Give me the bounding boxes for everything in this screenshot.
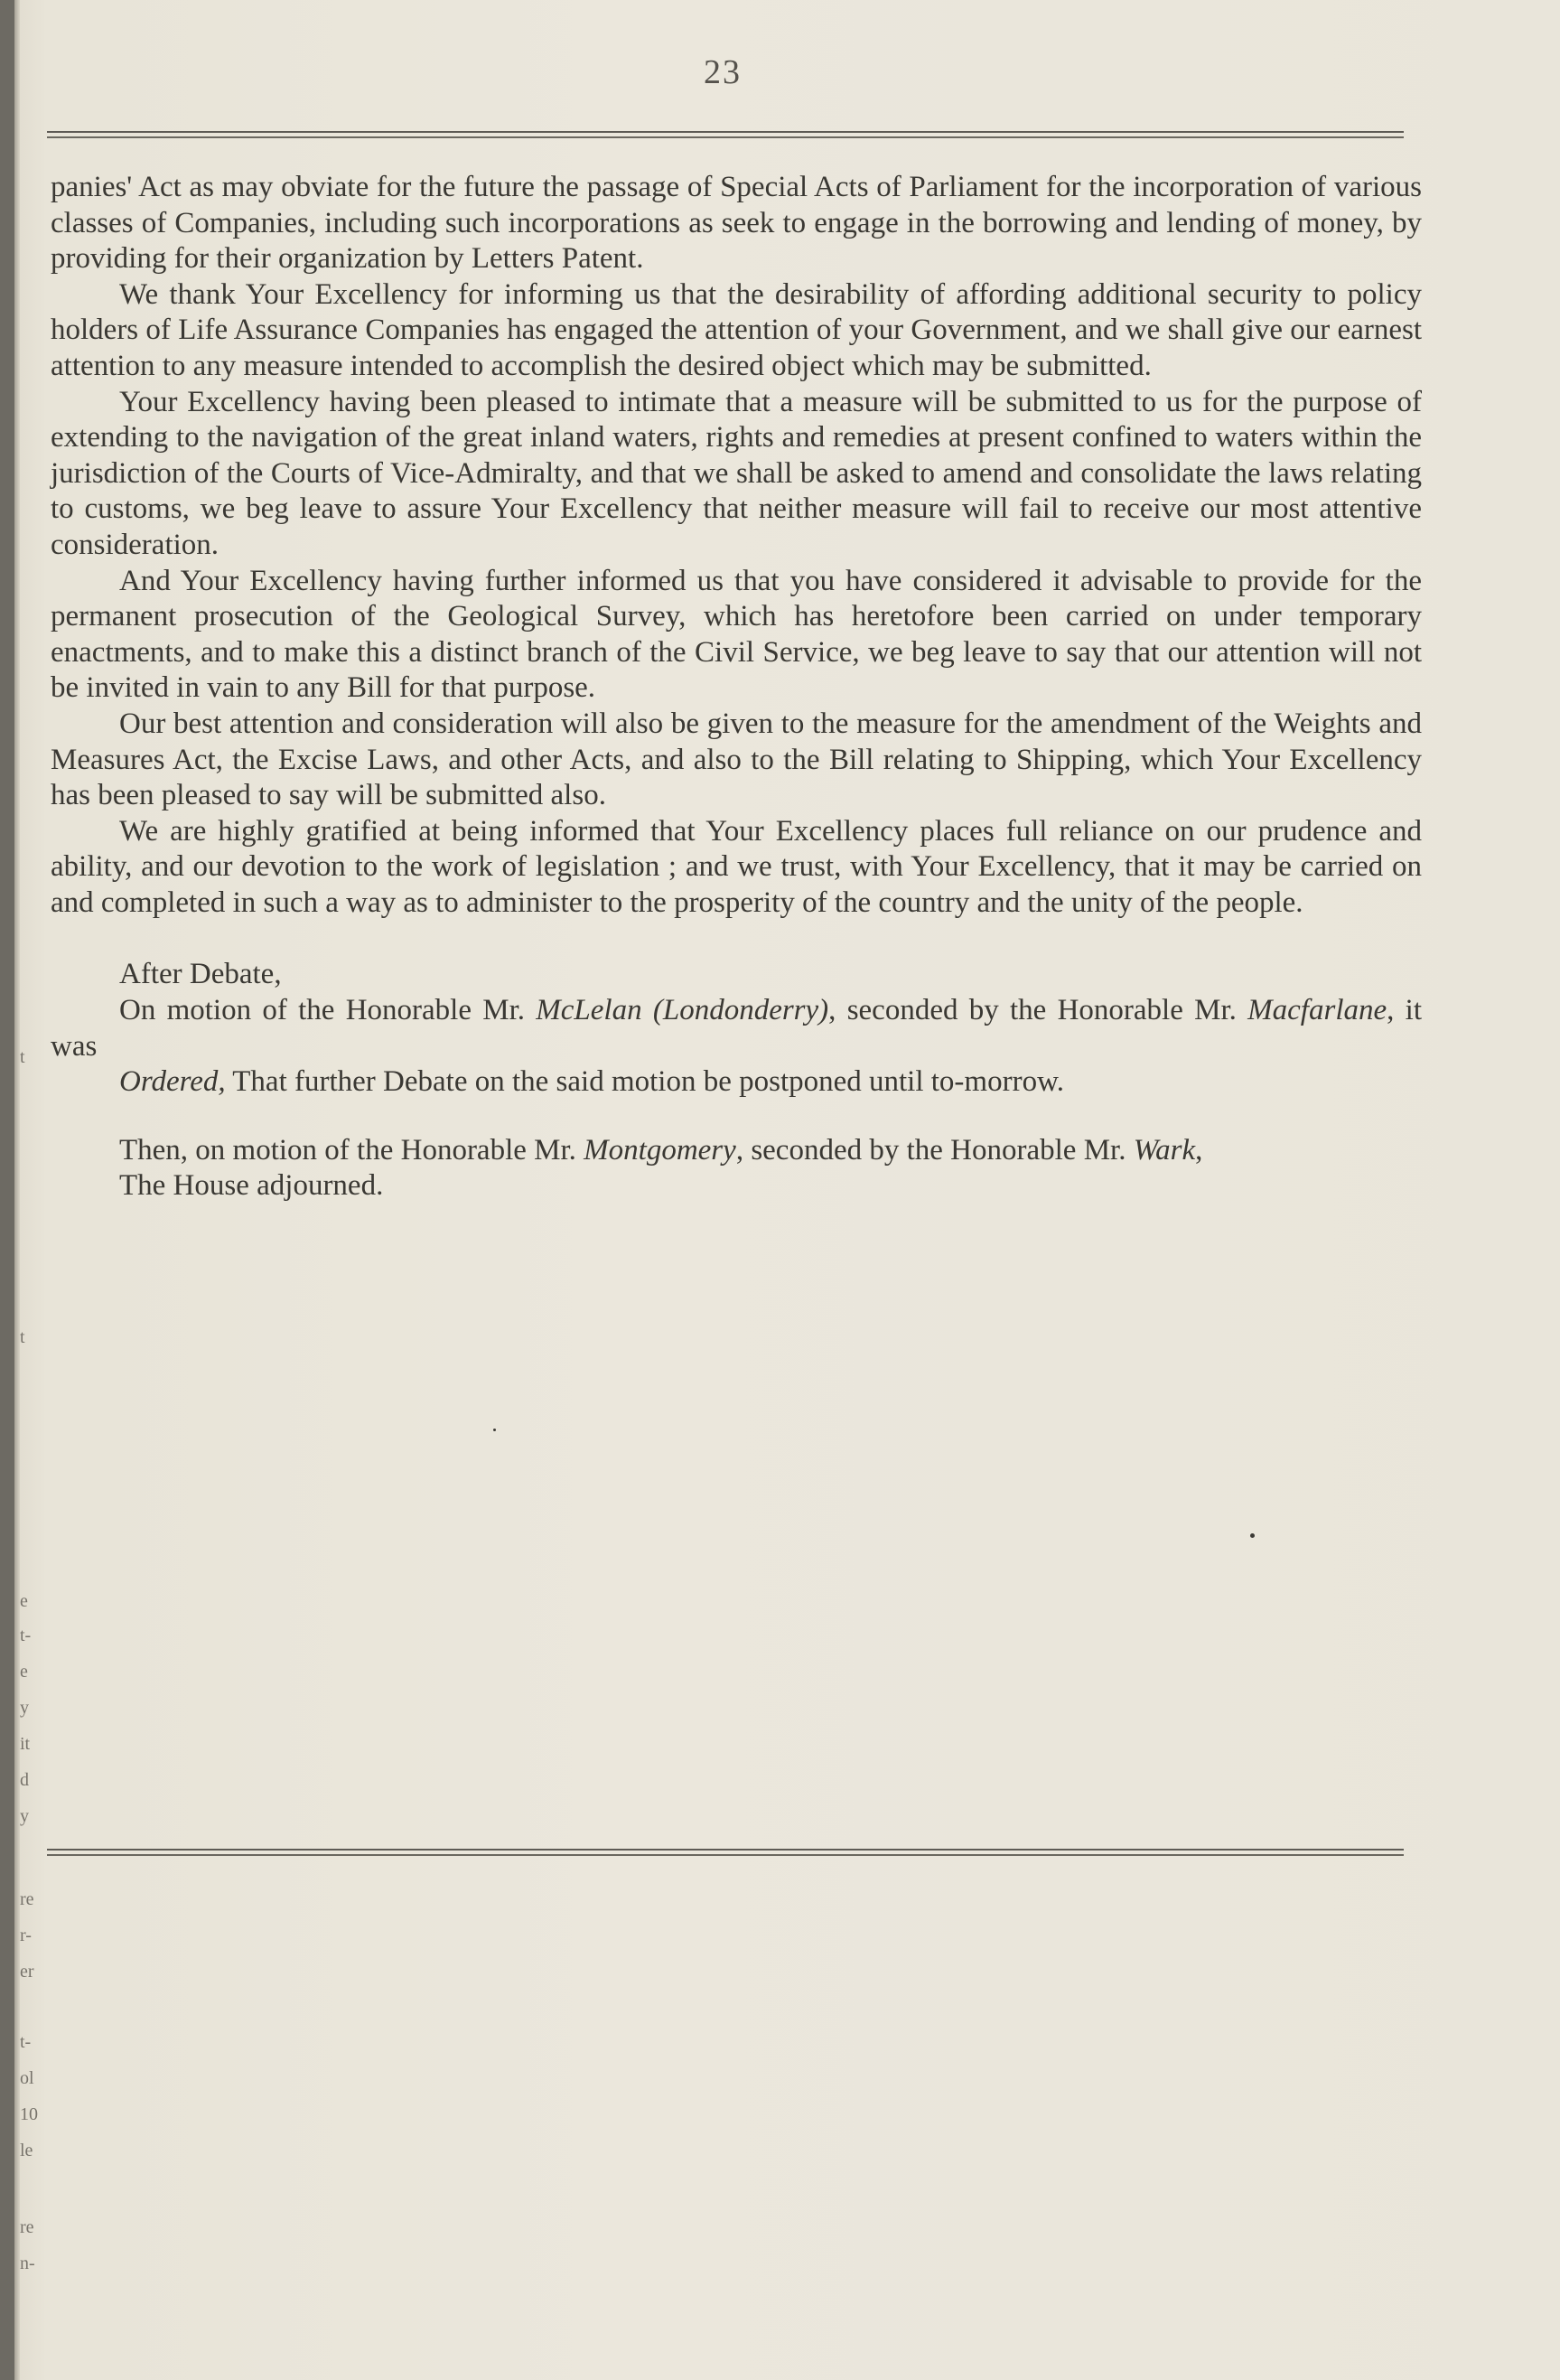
margin-fragment: le: [20, 2141, 33, 2160]
margin-fragment: ol: [20, 2068, 34, 2088]
paragraph: Your Excellency having been pleased to intimate that a measure will be submitted to us for the purpose of extending to the navigation of the great inland waters, rights and remedies at present confined to waters within the jurisdiction of the Courts of Vice-Admiralty, and that we shall be asked to amend and consolidate the laws relating to customs, we beg leave to assure Your Excellency that neither measure will fail to receive our most attentive consideration.: [51, 385, 1422, 561]
member-name: McLelan (Londonderry): [536, 994, 829, 1027]
adjournment-line: The House adjourned.: [119, 1169, 384, 1203]
page-number: 23: [704, 53, 742, 91]
margin-fragment: 10: [20, 2104, 38, 2124]
paragraph: We thank Your Excellency for informing us that the desirability of affording additional security to policy holders of Life Assurance Companies has engaged the attention of your Government, and we shall give our earnest attention to any measure intended to accomplish the desired object which may be submitted.: [51, 277, 1422, 382]
margin-fragment: t-: [20, 2032, 32, 2052]
ink-speck: [1250, 1533, 1255, 1538]
margin-fragment: t-: [20, 1626, 32, 1645]
member-name: Montgomery: [584, 1133, 736, 1167]
paragraph: Our best attention and consideration will also be given to the measure for the amendment of the Weights and Measures Act, the Excise Laws, and other Acts, and also to the Bill relating to Shipping, which Your Excellency has been pleased to say will be submitted also.: [51, 707, 1422, 812]
bleed-through-margin: [20, 181, 38, 2273]
margin-fragment: t: [20, 1047, 25, 1067]
margin-fragment: e: [20, 1662, 28, 1682]
margin-fragment: n-: [20, 2254, 35, 2273]
motion-entry: On motion of the Honorable Mr. McLelan (Londonderry), seconded by the Honorable Mr. Macfarlane, it was: [51, 994, 1422, 1063]
spacer: [51, 1101, 1422, 1133]
body-text: [51, 170, 1422, 1204]
margin-fragment: d: [20, 1770, 29, 1790]
spacer: [51, 921, 1422, 957]
paragraph: And Your Excellency having further informed us that you have considered it advisable to provide for the permanent prosecution of the Geological Survey, which has heretofore been carried on under temporary enactments, and to make this a distinct branch of the Civil Service, we beg leave to say that our attention will not be invited in vain to any Bill for that purpose.: [51, 564, 1422, 705]
paragraph: panies' Act as may obviate for the future the passage of Special Acts of Parliament for the incorporation of various classes of Companies, including such incorporations as seek to engage in the borrowing and lending of money, by providing for their organization by Letters Patent.: [51, 171, 1422, 276]
member-name: Wark: [1133, 1133, 1196, 1167]
margin-fragment: it: [20, 1734, 31, 1754]
footer-rule: [47, 1849, 1404, 1856]
ink-speck: [493, 1429, 496, 1431]
after-debate-line: After Debate,: [119, 958, 282, 991]
paragraph: We are highly gratified at being informed that Your Excellency places full reliance on our prudence and ability, and our devotion to the work of legislation ; and we trust, with Your Excellency, that it may be carried on and completed in such a way as to administer to the prosperity of the country and the unity of the people.: [51, 814, 1422, 919]
margin-fragment: e: [20, 1591, 28, 1611]
binding-gutter: [0, 0, 14, 2380]
margin-fragment: y: [20, 1698, 29, 1718]
ordered-label: Ordered,: [119, 1065, 226, 1099]
margin-fragment: re: [20, 2217, 34, 2237]
margin-fragment: er: [20, 1962, 34, 1982]
margin-fragment: re: [20, 1889, 34, 1909]
header-rule: [47, 131, 1404, 138]
margin-fragment: y: [20, 1806, 29, 1826]
margin-fragment: r-: [20, 1926, 32, 1945]
order-entry: Ordered, That further Debate on the said motion be postponed until to-morrow.: [119, 1065, 1065, 1099]
margin-fragment: t: [20, 1327, 25, 1347]
member-name: Macfarlane: [1247, 994, 1387, 1027]
adjournment-motion: Then, on motion of the Honorable Mr. Montgomery, seconded by the Honorable Mr. Wark,: [119, 1133, 1203, 1167]
